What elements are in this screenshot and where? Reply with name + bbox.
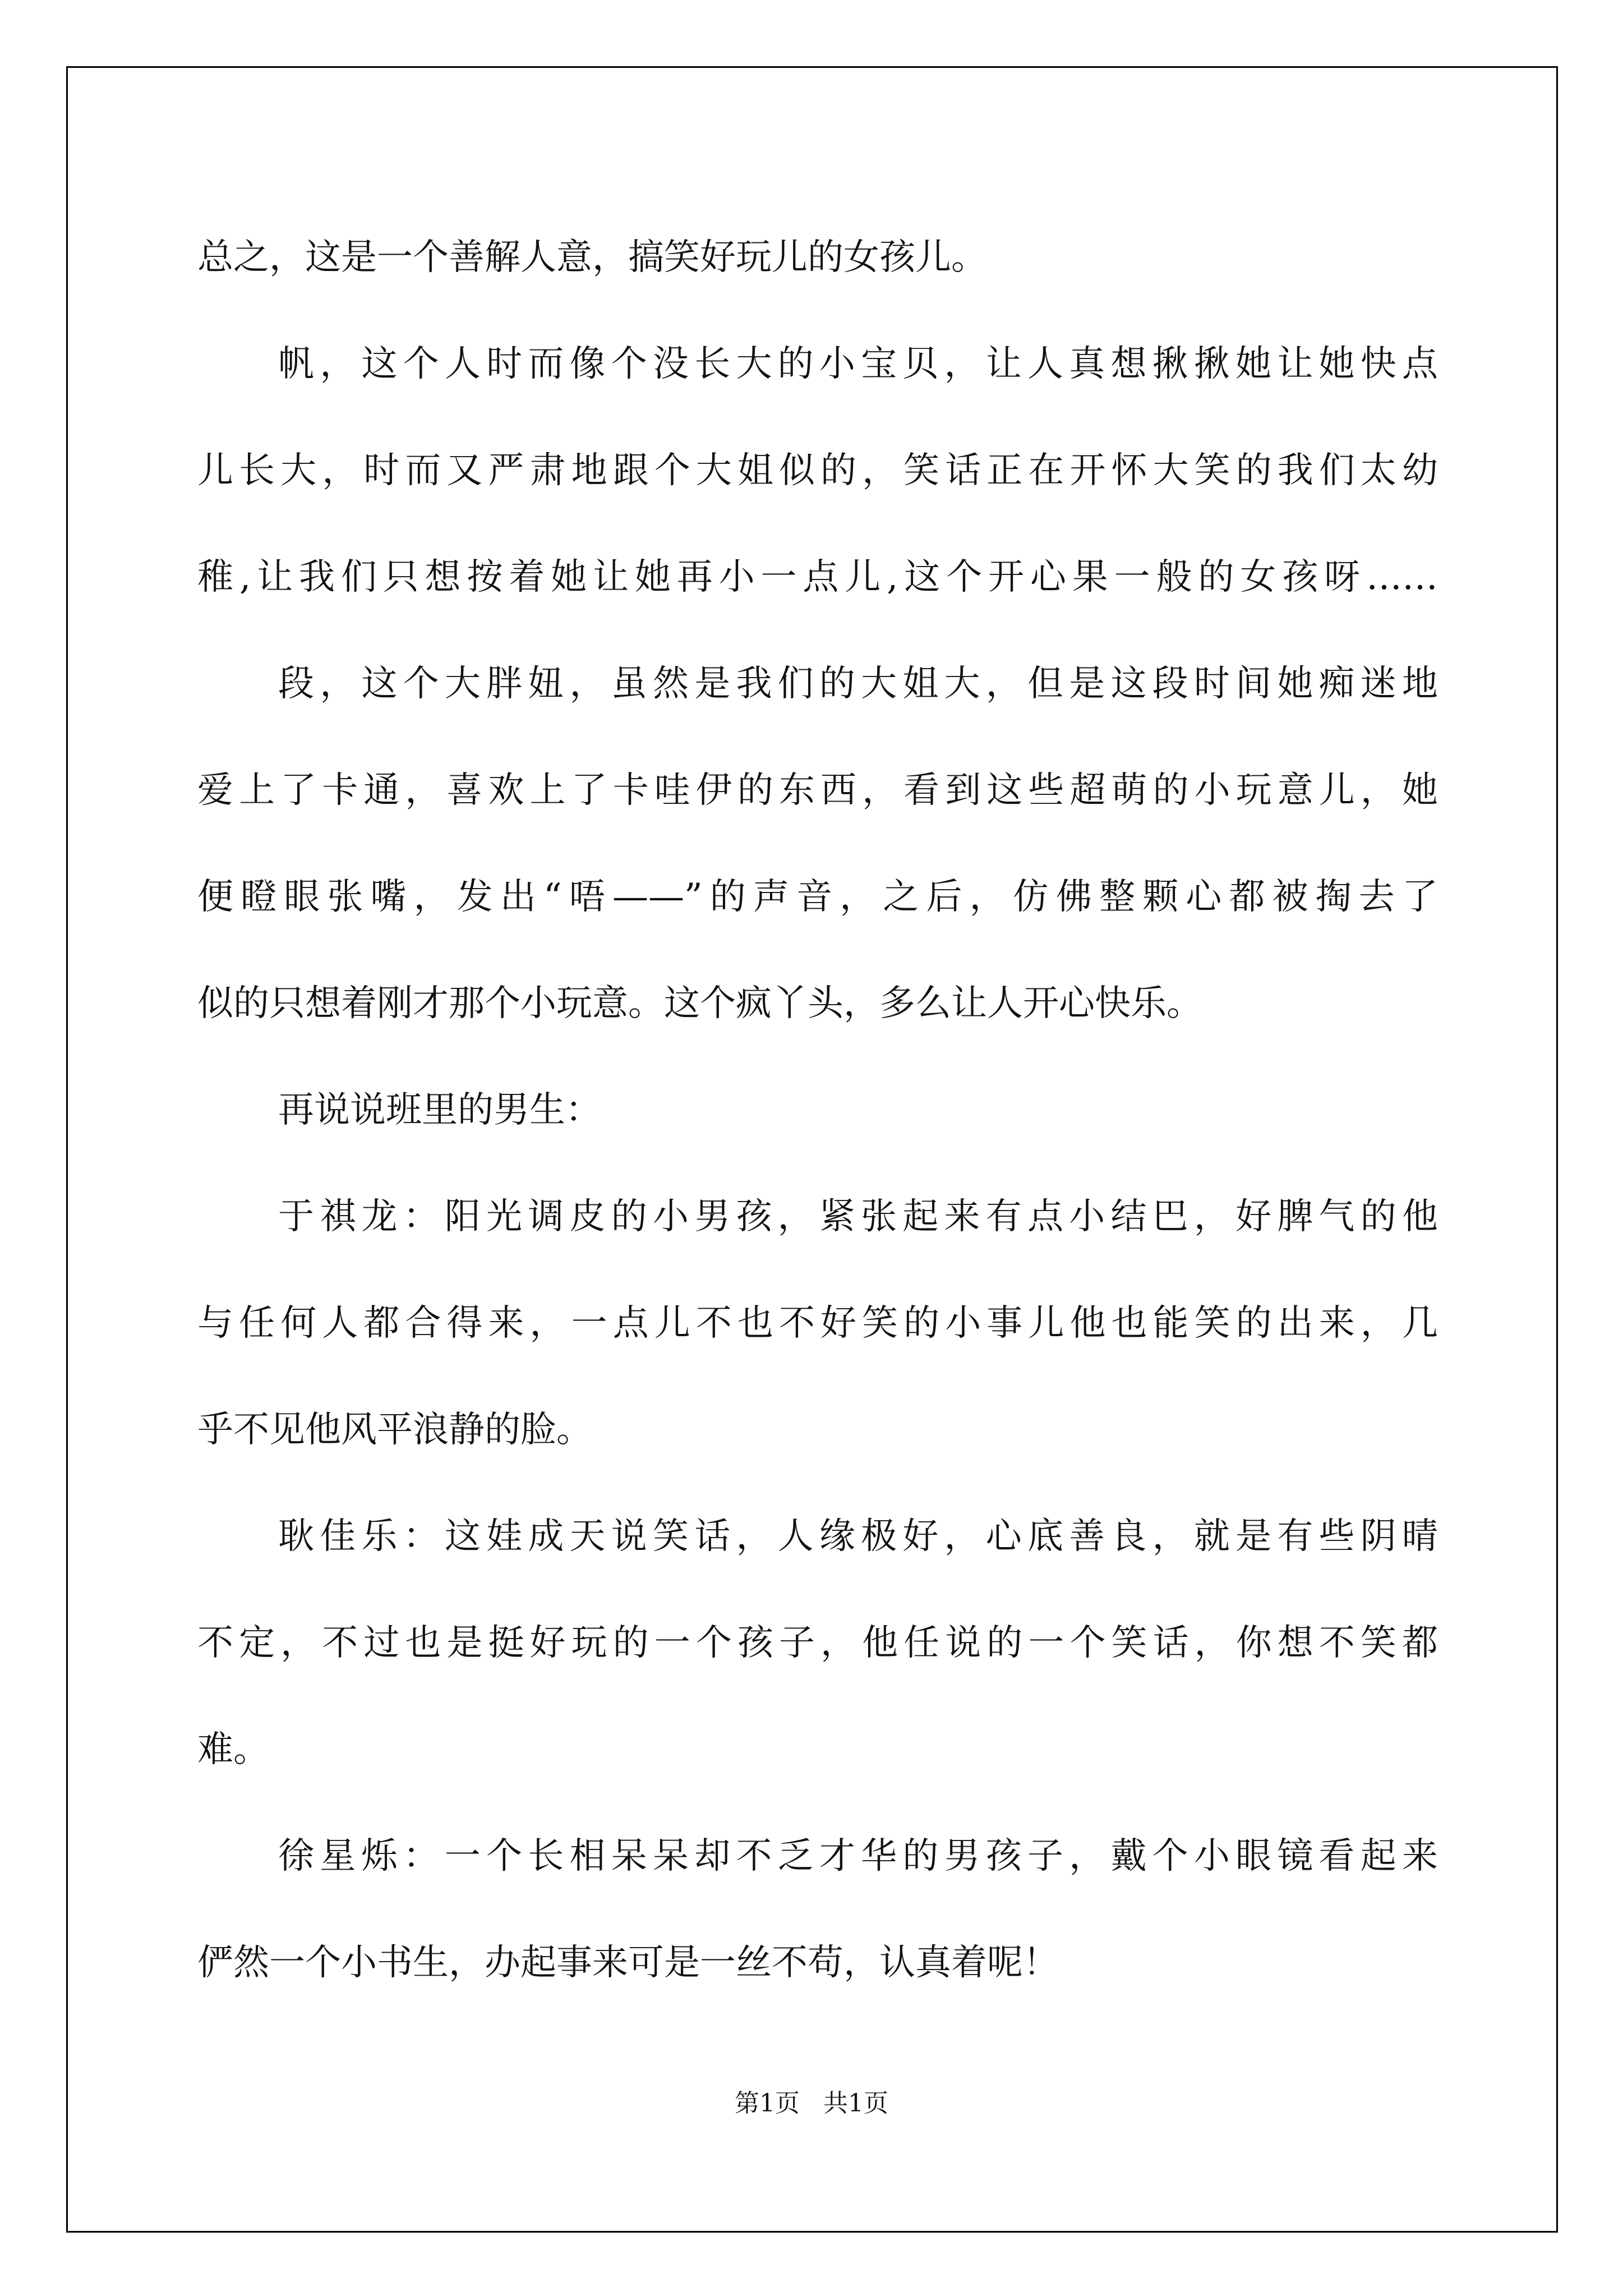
paragraph-line: 俨然一个小书生，办起事来可是一丝不苟，认真着呢！: [197, 1942, 1059, 1984]
paragraph-line: 难。: [197, 1729, 269, 1770]
paragraph-line: 爱上了卡通，喜欢上了卡哇伊的东西，看到这些超萌的小玩意儿，她: [197, 770, 1438, 811]
paragraph-line: 段，这个大胖妞，虽然是我们的大姐大，但是这段时间她痴迷地: [278, 663, 1438, 705]
document-body: [197, 204, 1438, 2016]
paragraph-line: 再说说班里的男生：: [278, 1089, 601, 1131]
paragraph-line: 于祺龙：阳光调皮的小男孩，紧张起来有点小结巴，好脾气的他: [278, 1196, 1438, 1237]
paragraph-line: 耿佳乐：这娃成天说笑话，人缘极好，心底善良，就是有些阴晴: [278, 1516, 1438, 1557]
paragraph-line: 稚,让我们只想按着她让她再小一点儿,这个开心果一般的女孩呀……: [197, 556, 1438, 598]
paragraph-line: 帆，这个人时而像个没长大的小宝贝，让人真想揪揪她让她快点: [278, 343, 1438, 385]
paragraph-line: 徐星烁：一个长相呆呆却不乏才华的男孩子，戴个小眼镜看起来: [278, 1835, 1438, 1877]
paragraph-line: 乎不见他风平浪静的脸。: [197, 1409, 592, 1451]
paragraph-line: 总之，这是一个善解人意，搞笑好玩儿的女孩儿。: [197, 237, 987, 278]
paragraph-line: 似的只想着刚才那个小玩意。这个疯丫头，多么让人开心快乐。: [197, 983, 1202, 1024]
page-number: 第1页: [735, 2089, 800, 2118]
paragraph-line: 便瞪眼张嘴，发出“唔——”的声音，之后，仿佛整颗心都被掏去了: [197, 876, 1438, 918]
paragraph-line: 与任何人都合得来，一点儿不也不好笑的小事儿他也能笑的出来，几: [197, 1303, 1438, 1344]
page-total: 共1页: [823, 2089, 888, 2118]
page-footer: [0, 2087, 1623, 2120]
paragraph-line: 儿长大，时而又严肃地跟个大姐似的，笑话正在开怀大笑的我们太幼: [197, 450, 1438, 491]
paragraph-line: 不定，不过也是挺好玩的一个孩子，他任说的一个笑话，你想不笑都: [197, 1622, 1438, 1664]
